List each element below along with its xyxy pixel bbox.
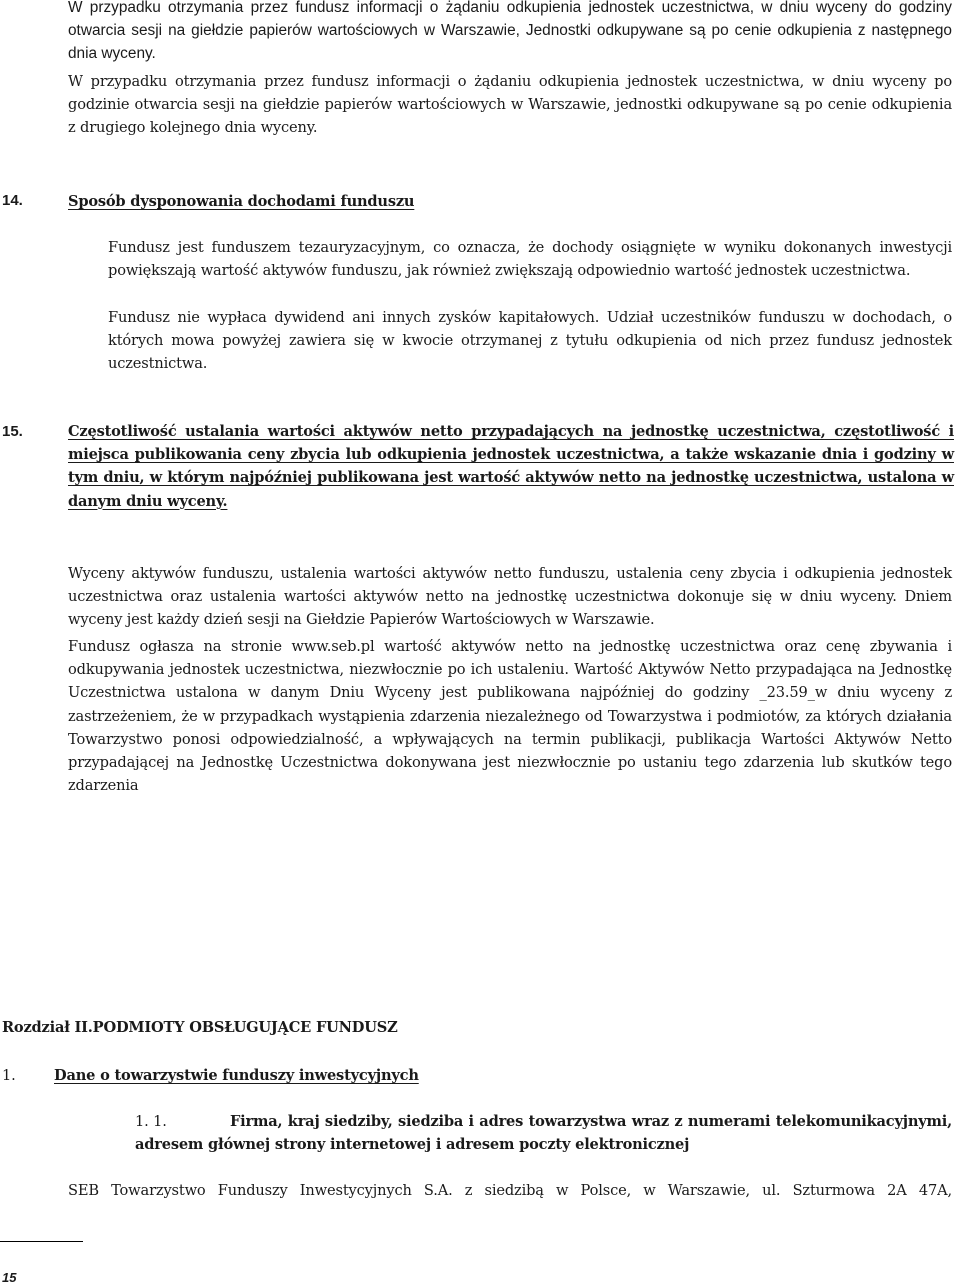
company-address-line: SEB Towarzystwo Funduszy Inwestycyjnych S.A. z siedzibą w Polsce, w Warszawie, ul. Szturmowa 2A 47A, xyxy=(68,1182,952,1199)
item-1-title: Dane o towarzystwie funduszy inwestycyjnych xyxy=(54,1067,419,1084)
chapter-title: Rozdział II.PODMIOTY OBSŁUGUJĄCE FUNDUSZ xyxy=(2,1019,398,1036)
section-15-paragraph-1: Wyceny aktywów funduszu, ustalenia wartości aktywów netto funduszu, ustalenia ceny zbycia i odkupienia jednostek uczestnictwa oraz ustalenia wartości aktywów netto na jednostkę uczestnictwa dokonuje się w dniu wyceny. Dniem wyceny jest każdy dzień sesji na Giełdzie Papierów Wartościowych w Warszawie. xyxy=(68,565,952,629)
section-14-paragraph-2: Fundusz nie wypłaca dywidend ani innych zysków kapitałowych. Udział uczestników funduszu w dochodach, o których mowa powyżej zawiera się w kwocie otrzymanej z tytułu odkupienia od nich przez fundusz jednostek uczestnictwa. xyxy=(108,309,952,373)
section-14-number: 14. xyxy=(2,192,23,209)
section-14-heading-title: Sposób dysponowania dochodami funduszu xyxy=(68,193,415,210)
section-15-title: Częstotliwość ustalania wartości aktywów netto przypadających na jednostkę uczestnictwa, częstotliwość i miejsca publikowania ceny zbycia lub odkupienia jednostek uczestnictwa, a także wskazanie dnia i godziny w tym dniu, w którym najpóźniej publikowana jest wartość aktywów netto na jednostkę uczestnictwa, ustalona w danym dniu wyceny. xyxy=(68,423,954,510)
section-15-paragraph-2: Fundusz ogłasza na stronie www.seb.pl wartość aktywów netto na jednostkę uczestnictwa oraz cenę zbywania i odkupywania jednostek uczestnictwa, niezwłocznie po ich ustaleniu. Wartość Aktywów Netto przypadająca na Jednostkę Uczestnictwa ustalona w danym Dniu Wyceny jest publikowana najpóźniej do godziny _23.59_w dniu wyceny z zastrzeżeniem, że w przypadkach wystąpienia zdarzenia niezależnego od Towarzystwa i podmiotów, za których działania Towarzystwo ponosi odpowiedzialność, a wpływających na termin publikacji, publikacja Wartości Aktywów Netto przypadającej na Jednostkę Uczestnictwa dokonywana jest niezwłocznie po ustaniu tego zdarzenia lub skutków tego zdarzenia xyxy=(68,638,952,795)
paragraph-redemption-after-session: W przypadku otrzymania przez fundusz informacji o żądaniu odkupienia jednostek uczestnictwa, w dniu wyceny po godzinie otwarcia sesji na giełdzie papierów wartościowych w Warszawie, jednostki odkupywane są po cenie odkupienia z drugiego kolejnego dnia wyceny. xyxy=(68,73,952,137)
page-number: 15 xyxy=(2,1270,17,1285)
section-14-paragraph-1: Fundusz jest funduszem tezauryzacyjnym, co oznacza, że dochody osiągnięte w wyniku dokonanych inwestycji powiększają wartość aktywów funduszu, jak również zwiększają odpowiednio wartość jednostek uczestnictwa. xyxy=(108,239,952,280)
section-15-number: 15. xyxy=(2,423,23,440)
section-14-heading xyxy=(68,190,468,213)
footnote-separator xyxy=(0,1241,83,1242)
subitem-1-1-title: Firma, kraj siedziby, siedziba i adres towarzystwa wraz z numerami telekomunikacyjnymi, adresem głównej strony internetowej i adresem poczty elektronicznej xyxy=(135,1113,952,1154)
subitem-1-1-number: 1. 1. xyxy=(135,1113,167,1130)
item-1-number: 1. xyxy=(2,1067,16,1084)
paragraph-redemption-before-session: W przypadku otrzymania przez fundusz informacji o żądaniu odkupienia jednostek uczestnictwa, w dniu wyceny do godziny otwarcia sesji na giełdzie papierów wartościowych w Warszawie, Jednostki odkupywane są po cenie odkupienia z następnego dnia wyceny. xyxy=(68,0,952,63)
